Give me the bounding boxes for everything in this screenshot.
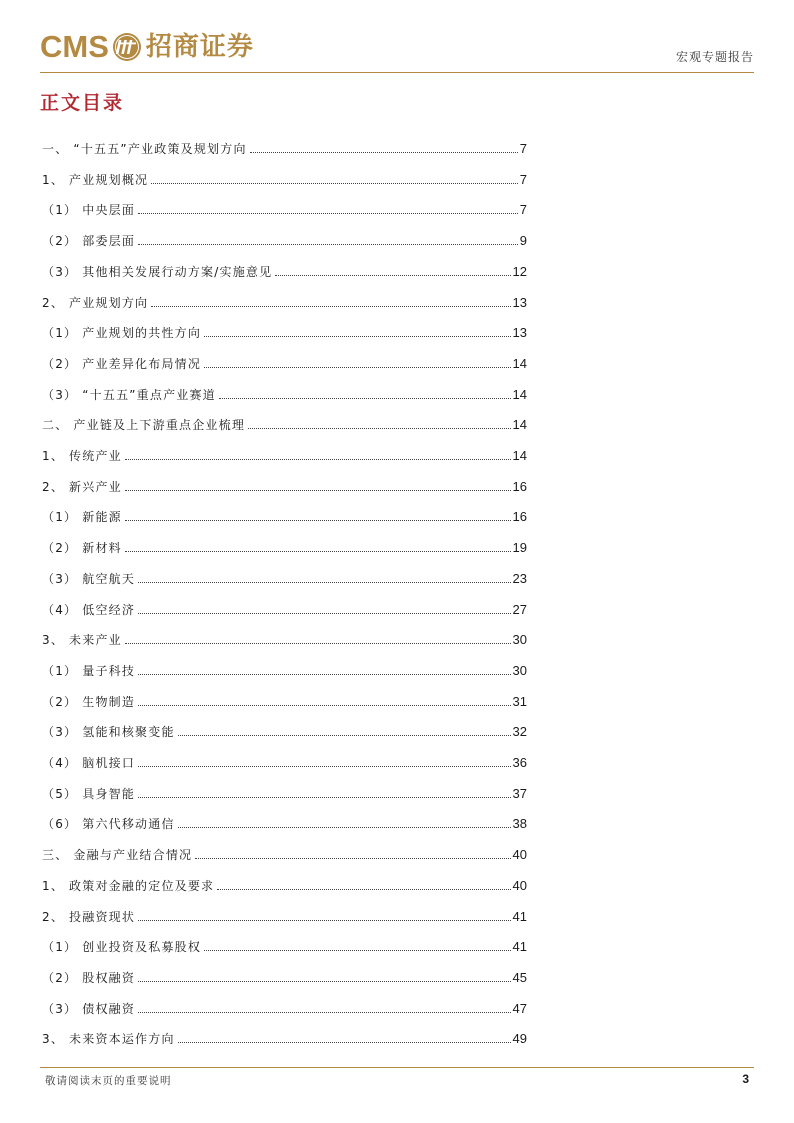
toc-entry-page: 23 — [512, 570, 527, 586]
toc-entry[interactable] — [42, 315, 527, 341]
page-number: 3 — [742, 1072, 749, 1086]
toc-dot-leader — [138, 1011, 510, 1013]
toc-entry-page: 32 — [512, 724, 527, 740]
toc-dot-leader — [138, 765, 510, 767]
toc-entry[interactable] — [42, 346, 527, 372]
cms-logo — [40, 30, 254, 64]
toc-entry-title: 三、 金融与产业结合情况 — [42, 848, 193, 863]
toc-dot-leader — [151, 182, 518, 184]
toc-entry-page: 16 — [512, 478, 527, 494]
toc-entry[interactable] — [42, 837, 527, 863]
toc-dot-leader — [138, 581, 510, 583]
toc-entry-title: （2） 股权融资 — [42, 970, 136, 985]
toc-entry-title: （5） 具身智能 — [42, 786, 136, 801]
toc-entry-title: （2） 部委层面 — [42, 234, 136, 249]
toc-dot-leader — [138, 612, 510, 614]
toc-entry-title: （3） 航空航天 — [42, 571, 136, 586]
toc-dot-leader — [138, 704, 510, 706]
toc-dot-leader — [178, 1041, 511, 1043]
toc-entry-page: 45 — [512, 969, 527, 985]
toc-entry[interactable] — [42, 377, 527, 403]
toc-entry-title: 二、 产业链及上下游重点企业梳理 — [42, 418, 246, 433]
toc-entry-page: 37 — [512, 785, 527, 801]
toc-entry[interactable] — [42, 899, 527, 925]
toc-entry-title: 3、 未来资本运作方向 — [42, 1032, 175, 1047]
toc-entry-page: 13 — [512, 325, 527, 341]
toc-entry[interactable] — [42, 653, 527, 679]
toc-entry-page: 31 — [512, 693, 527, 709]
toc-dot-leader — [204, 949, 510, 951]
toc-dot-leader — [275, 274, 510, 276]
toc-entry[interactable] — [42, 530, 527, 556]
toc-entry[interactable] — [42, 438, 527, 464]
toc-entry[interactable] — [42, 929, 527, 955]
toc-dot-leader — [138, 243, 518, 245]
toc-dot-leader — [125, 519, 511, 521]
toc-entry-page: 41 — [512, 939, 527, 955]
toc-dot-leader — [178, 734, 511, 736]
toc-entry-page: 40 — [512, 847, 527, 863]
toc-entry-title: （1） 新能源 — [42, 510, 122, 525]
toc-entry[interactable] — [42, 285, 527, 311]
toc-entry-title: 2、 投融资现状 — [42, 909, 136, 924]
toc-entry-page: 36 — [512, 755, 527, 770]
toc-dot-leader — [138, 980, 510, 982]
toc-dot-leader — [138, 796, 510, 798]
toc-entry-page: 30 — [512, 632, 527, 648]
toc-dot-leader — [151, 305, 510, 307]
toc-entry-page: 13 — [512, 294, 527, 310]
toc-entry-title: （1） 中央层面 — [42, 203, 136, 218]
page-header — [40, 26, 754, 72]
toc-dot-leader — [125, 458, 511, 460]
toc-entry-title: （2） 产业差异化布局情况 — [42, 356, 202, 371]
toc-entry-title: （4） 低空经济 — [42, 602, 136, 617]
toc-entry-title: 1、 产业规划概况 — [42, 172, 149, 187]
toc-entry[interactable] — [42, 960, 527, 986]
logo-chinese-text: 招商证券 — [145, 32, 254, 62]
toc-entry-page: 38 — [512, 816, 527, 832]
toc-entry-page: 14 — [512, 448, 527, 463]
toc-entry-page: 14 — [512, 386, 527, 402]
toc-entry-title: 1、 政策对金融的定位及要求 — [42, 878, 215, 893]
toc-entry[interactable] — [42, 254, 527, 280]
toc-entry-title: （2） 生物制造 — [42, 694, 136, 709]
toc-entry[interactable] — [42, 806, 527, 832]
toc-dot-leader — [195, 857, 510, 859]
toc-entry-title: （3） “十五五”重点产业赛道 — [42, 387, 216, 402]
toc-dot-leader — [125, 489, 511, 491]
toc-entry-title: 1、 传统产业 — [42, 449, 122, 463]
toc-entry[interactable] — [42, 868, 527, 894]
toc-entry[interactable] — [42, 1021, 527, 1047]
toc-dot-leader — [217, 888, 510, 890]
toc-entry-page: 14 — [512, 417, 527, 433]
toc-entry[interactable] — [42, 714, 527, 740]
toc-dot-leader — [250, 151, 518, 153]
toc-entry[interactable] — [42, 192, 527, 218]
toc-entry-title: 2、 产业规划方向 — [42, 295, 149, 310]
toc-entry-page: 9 — [519, 233, 527, 249]
toc-entry[interactable] — [42, 776, 527, 802]
toc-entry[interactable] — [42, 561, 527, 587]
toc-entry-title: （2） 新材料 — [42, 541, 122, 556]
toc-entry[interactable] — [42, 469, 527, 495]
toc-entry-page: 12 — [512, 263, 527, 279]
toc-dot-leader — [125, 550, 511, 552]
toc-entry-page: 49 — [512, 1031, 527, 1047]
toc-dot-leader — [125, 642, 511, 644]
toc-entry-title: （1） 产业规划的共性方向 — [42, 326, 202, 341]
toc-entry[interactable] — [42, 622, 527, 648]
toc-entry-title: （3） 氢能和核聚变能 — [42, 725, 175, 740]
toc-entry-title: 3、 未来产业 — [42, 633, 122, 648]
toc-entry-page: 16 — [512, 509, 527, 525]
toc-entry-title: 一、 “十五五”产业政策及规划方向 — [42, 142, 247, 156]
toc-entry-title: （4） 脑机接口 — [42, 756, 136, 770]
toc-entry[interactable] — [42, 745, 527, 771]
footer-disclaimer-note: 敬请阅读末页的重要说明 — [45, 1075, 172, 1087]
toc-entry[interactable] — [42, 131, 527, 157]
toc-entry-title: 2、 新兴产业 — [42, 479, 122, 494]
toc-entry-page: 27 — [512, 601, 527, 617]
toc-entry[interactable] — [42, 991, 527, 1017]
toc-entry[interactable] — [42, 499, 527, 525]
toc-dot-leader — [138, 919, 510, 921]
toc-dot-leader — [178, 826, 511, 828]
toc-dot-leader — [204, 366, 510, 368]
toc-dot-leader — [219, 397, 511, 399]
logo-latin-text: CMS — [40, 29, 109, 64]
toc-dot-leader — [138, 212, 518, 214]
toc-entry-page: 14 — [512, 355, 527, 371]
cms-seal-icon — [112, 32, 142, 62]
toc-entry-page: 30 — [512, 662, 527, 678]
toc-entry[interactable] — [42, 407, 527, 433]
footer-divider — [40, 1067, 754, 1068]
report-type-label: 宏观专题报告 — [675, 50, 754, 64]
toc-entry-page: 7 — [519, 202, 527, 218]
toc-entry[interactable] — [42, 162, 527, 188]
toc-entry-title: （3） 债权融资 — [42, 1001, 136, 1016]
toc-dot-leader — [248, 427, 511, 429]
toc-heading: 正文目录 — [40, 92, 125, 114]
toc-entry[interactable] — [42, 684, 527, 710]
toc-entry-page: 40 — [512, 877, 527, 893]
toc-entry-page: 19 — [512, 540, 527, 556]
toc-entry-title: （3） 其他相关发展行动方案/实施意见 — [42, 264, 273, 279]
toc-entry[interactable] — [42, 592, 527, 618]
toc-entry-page: 41 — [512, 908, 527, 924]
toc-dot-leader — [204, 335, 510, 337]
toc-entry-page: 47 — [512, 1000, 527, 1016]
toc-entry-title: （6） 第六代移动通信 — [42, 817, 175, 832]
header-divider — [40, 72, 754, 73]
toc-entry-page: 7 — [519, 141, 527, 156]
toc-entry[interactable] — [42, 223, 527, 249]
toc-dot-leader — [138, 673, 510, 675]
toc-entry-title: （1） 量子科技 — [42, 663, 136, 678]
toc-entry-title: （1） 创业投资及私募股权 — [42, 940, 202, 955]
toc-entry-page: 7 — [519, 171, 527, 187]
